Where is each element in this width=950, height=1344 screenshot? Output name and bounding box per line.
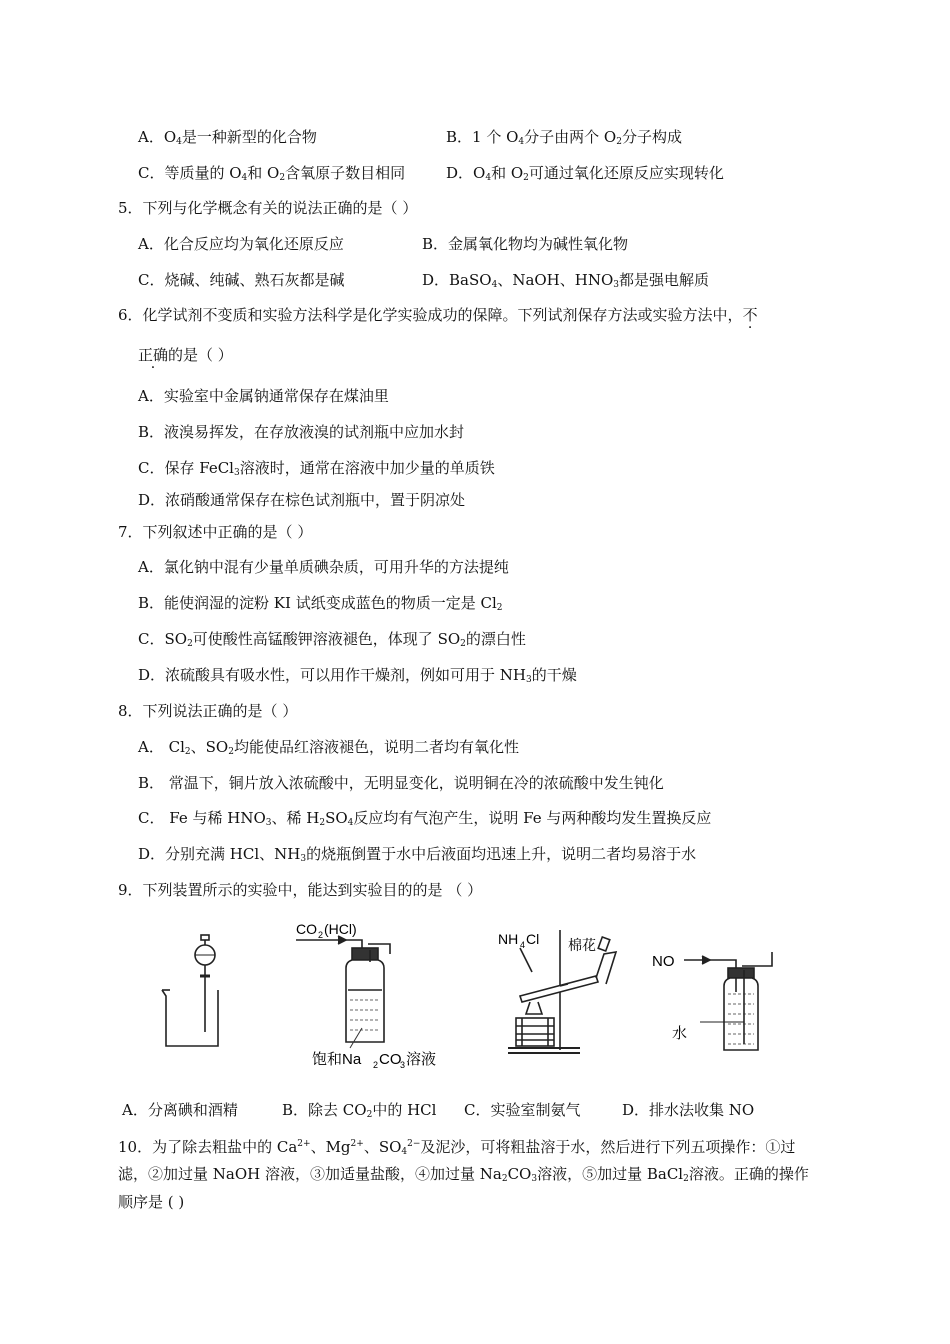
q5-stem: 5．下列与化学概念有关的说法正确的是（ ） bbox=[118, 199, 418, 217]
q4-option-a: A．$O_4$是一种新型的化合物 bbox=[138, 128, 317, 147]
q9-stem: 9．下列装置所示的实验中，能达到实验目的的是 （ ） bbox=[118, 881, 483, 899]
q6-option-c: C．保存 FeCl$_3$溶液时，通常在溶液中加少量的单质铁 bbox=[138, 459, 495, 478]
q10-stem-line3: 顺序是 ( ) bbox=[118, 1193, 185, 1211]
q5-option-b: B．金属氧化物均为碱性氧化物 bbox=[422, 235, 629, 253]
q7-stem: 7．下列叙述中正确的是（ ） bbox=[118, 523, 313, 541]
q9-option-b: B．除去 $CO_2$中的 HCl bbox=[282, 1101, 437, 1120]
q6-option-b: B．液溴易挥发，在存放液溴的试剂瓶中应加水封 bbox=[138, 423, 465, 441]
svg-text:2: 2 bbox=[318, 930, 324, 940]
q8-option-d: D．分别充满 HCl、$NH_3$的烧瓶倒置于水中后液面均迅速上升，说明二者均易溶于水 bbox=[138, 845, 697, 864]
q7-option-c: C．$SO_2$可使酸性高锰酸钾溶液褪色，体现了 $SO_2$的漂白性 bbox=[138, 630, 526, 649]
water-displacement-collection-diagram bbox=[652, 952, 772, 1050]
water-label: 水 bbox=[672, 1025, 688, 1042]
no-gas-label: NO bbox=[652, 953, 675, 970]
q6-stem: 6．化学试剂不变质和实验方法科学是化学实验成功的保障。下列试剂保存方法或实验方法中，不 bbox=[118, 306, 758, 324]
saturated-na2co3-label: 饱和Na bbox=[312, 1051, 362, 1068]
q8-option-c: C． Fe 与稀 $HNO_3$、稀 $H_2SO_4$反应均有气泡产生，说明 Fe 与两种酸均发生置换反应 bbox=[138, 809, 712, 828]
q9-option-a: A．分离碘和酒精 bbox=[122, 1101, 238, 1119]
q10-stem-line2: 滤，②加过量 NaOH 溶液，③加适量盐酸，④加过量 $Na_2CO_3$溶液，⑤加过量 BaCl$_2$溶液。正确的操作 bbox=[118, 1165, 809, 1184]
q10-stem-line1: 10．为了除去粗盐中的 $Ca^{2+}$、$Mg^{2+}$、$SO_4^{2-}$及泥沙，可将粗盐溶于水，然后进行下列五项操作：①过 bbox=[118, 1138, 796, 1157]
q8-stem: 8．下列说法正确的是（ ） bbox=[118, 702, 298, 720]
q5-option-c: C．烧碱、纯碱、熟石灰都是碱 bbox=[138, 271, 345, 289]
q9-option-d: D．排水法收集 NO bbox=[622, 1101, 755, 1119]
svg-text:(HCl): (HCl) bbox=[324, 921, 357, 937]
gas-washing-bottle-diagram bbox=[296, 921, 436, 1070]
q6-stem-continued: 正确的是（ ） bbox=[138, 346, 233, 364]
q7-option-a: A．氯化钠中混有少量单质碘杂质，可用升华的方法提纯 bbox=[138, 558, 509, 576]
emphasis-dot-text: 正确 bbox=[138, 346, 169, 364]
co2-hcl-label: CO bbox=[296, 921, 317, 937]
q4-option-d: D．$O_4$和 $O_2$可通过氧化还原反应实现转化 bbox=[446, 164, 724, 183]
q4-option-c: C．等质量的 $O_4$和 $O_2$含氧原子数目相同 bbox=[138, 164, 406, 183]
nh4cl-label: NH bbox=[498, 931, 519, 947]
q4-option-b: B．1 个 $O_4$分子由两个 $O_2$分子构成 bbox=[446, 128, 682, 147]
svg-text:4: 4 bbox=[520, 940, 526, 950]
q5-option-d: D．BaSO$_4$、NaOH、$HNO_3$都是强电解质 bbox=[422, 271, 710, 290]
q7-option-b: B．能使润湿的淀粉 KI 试纸变成蓝色的物质一定是 $Cl_2$ bbox=[138, 594, 503, 613]
svg-text:溶液: 溶液 bbox=[406, 1051, 437, 1068]
q5-option-a: A．化合反应均为氧化还原反应 bbox=[138, 235, 344, 253]
q6-option-d: D．浓硝酸通常保存在棕色试剂瓶中，置于阴凉处 bbox=[138, 491, 466, 509]
q7-option-d: D．浓硫酸具有吸水性，可以用作干燥剂，例如可用于 $NH_3$的干燥 bbox=[138, 666, 577, 685]
q8-option-a: A． $Cl_2$、$SO_2$均能使品红溶液褪色，说明二者均有氧化性 bbox=[138, 738, 519, 757]
emphasis-dot-text: 不 bbox=[742, 306, 758, 324]
q8-option-b: B． 常温下，铜片放入浓硫酸中，无明显变化，说明铜在冷的浓硫酸中发生钝化 bbox=[138, 774, 664, 792]
q6-option-a: A．实验室中金属钠通常保存在煤油里 bbox=[138, 387, 389, 405]
q9-option-c: C．实验室制氨气 bbox=[464, 1101, 581, 1119]
cotton-label: 棉花 bbox=[568, 937, 596, 953]
svg-text:3: 3 bbox=[400, 1060, 406, 1070]
separatory-funnel-beaker-diagram bbox=[162, 935, 218, 1046]
svg-text:Cl: Cl bbox=[526, 931, 540, 947]
svg-text:2: 2 bbox=[373, 1060, 379, 1070]
q9-apparatus-figures bbox=[0, 910, 950, 1100]
svg-text:CO: CO bbox=[379, 1051, 402, 1068]
ammonia-preparation-diagram bbox=[498, 930, 616, 1053]
